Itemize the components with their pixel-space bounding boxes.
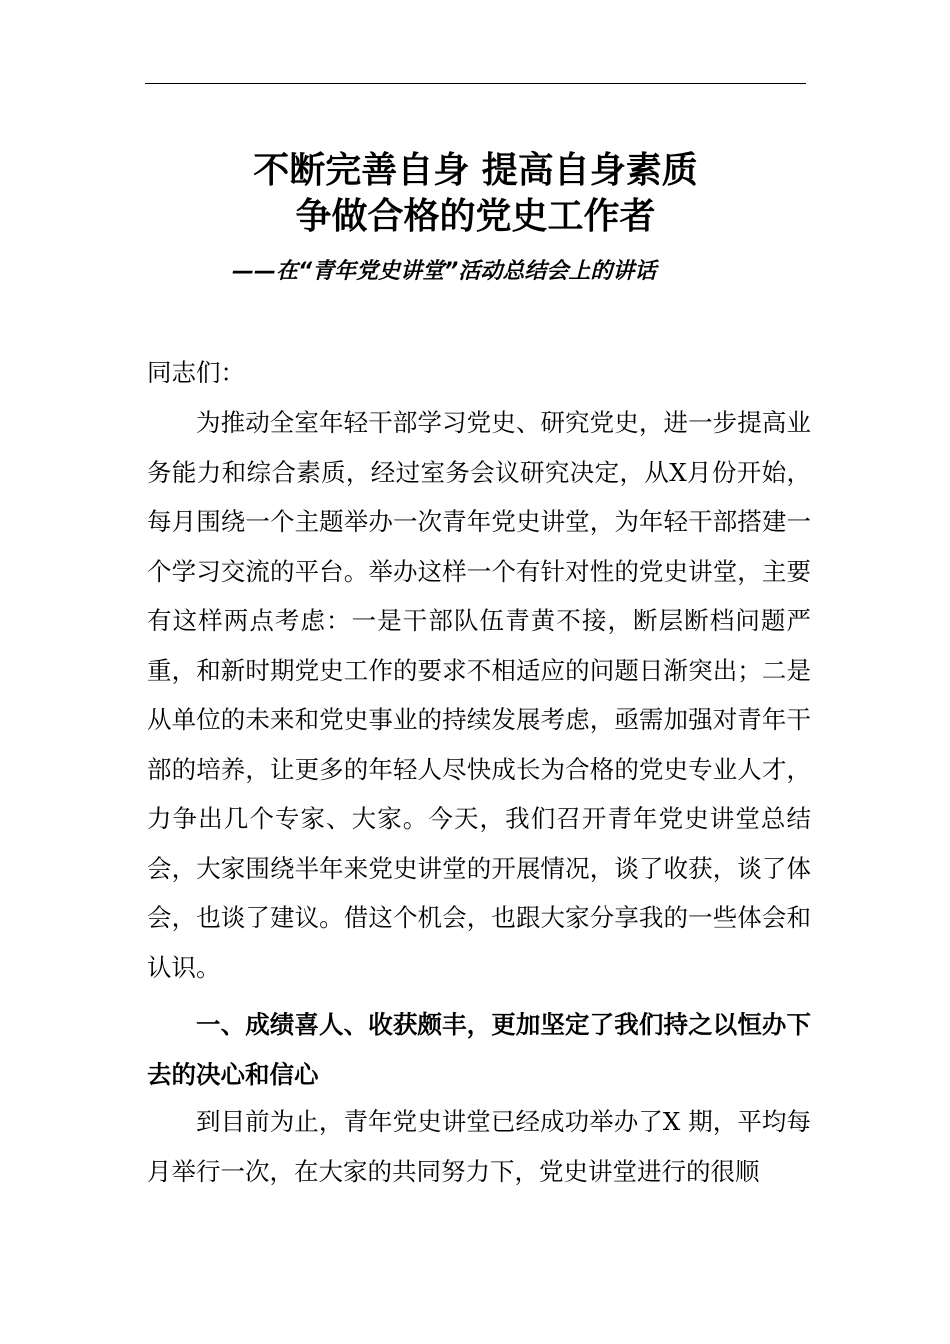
- title-line-1: 不断完善自身 提高自身素质: [253, 150, 698, 191]
- header-rule: [145, 83, 806, 84]
- paragraph-2: 到目前为止，青年党史讲堂已经成功举办了X 期，平均每月举行一次，在大家的共同努力下，党史讲堂进行的很顺: [147, 1107, 811, 1186]
- title-line-2: 争做合格的党史工作者: [295, 196, 656, 237]
- paragraph-1: 为推动全室年轻干部学习党史、研究党史，进一步提高业务能力和综合素质，经过室务会议研究决定，从X月份开始，每月围绕一个主题举办一次青年党史讲堂，为年轻干部搭建一个学习交流的平台。举办这样一个有针对性的党史讲堂，主要有这样两点考虑：一是干部队伍青黄不接，断层断档问题严重，和新时期党史工作的要求不相适应的问题日渐突出；二是从单位的未来和党史事业的持续发展考虑，亟需加强对青年干部的培养，让更多的年轻人尽快成长为合格的党史专业人才，力争出几个专家、大家。今天，我们召开青年党史讲堂总结会，大家围绕半年来党史讲堂的开展情况，谈了收获，谈了体会，也谈了建议。借这个机会，也跟大家分享我的一些体会和认识。: [147, 408, 811, 982]
- salutation: 同志们：: [147, 358, 245, 387]
- document-subtitle: ——在“青年党史讲堂”活动总结会上的讲话: [232, 259, 657, 284]
- document-title: [145, 148, 806, 240]
- section-1-heading: 一、成绩喜人、收获颇丰，更加坚定了我们持之以恒办下去的决心和信心: [147, 1010, 811, 1089]
